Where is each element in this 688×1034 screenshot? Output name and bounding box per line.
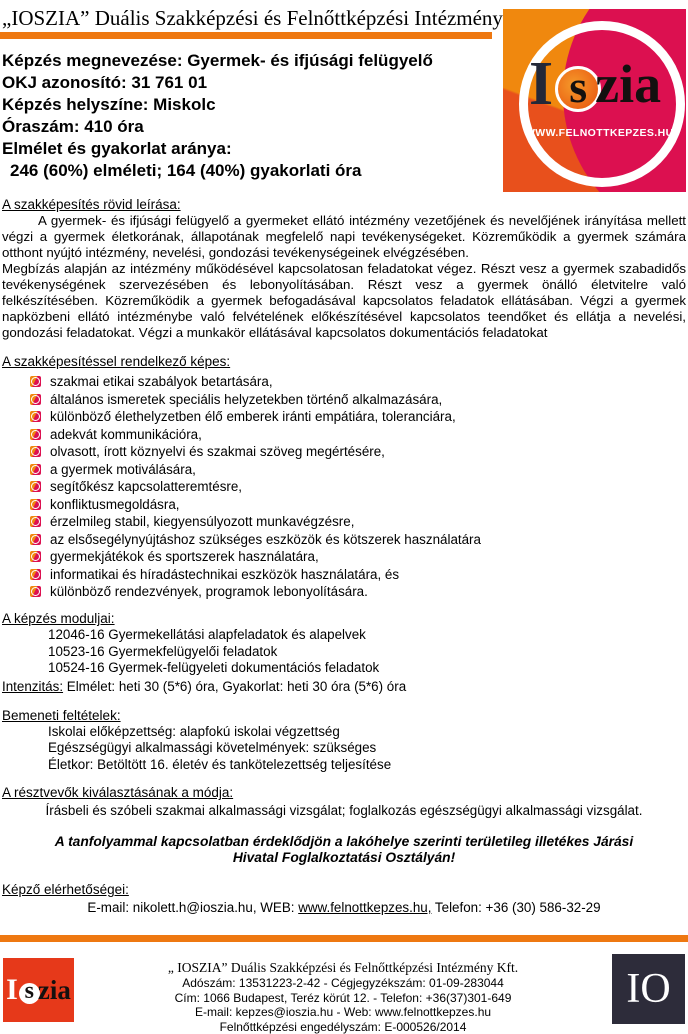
org-title: „IOSZIA” Duális Szakképzési és Felnőttképzési Intézmény: [2, 6, 688, 30]
logo-bullet-icon: [30, 411, 41, 422]
intensity-line: [2, 679, 686, 695]
footer-io-logo: IO: [612, 954, 685, 1024]
logo-bullet-icon: [30, 376, 41, 387]
logo-bullet-icon: [30, 551, 41, 562]
footer-company-name: „ IOSZIA” Duális Szakképzési és Felnőttképzési Intézmény Kft.: [74, 960, 612, 976]
logo-bullet-icon: [30, 516, 41, 527]
contact-web-link[interactable]: www.felnottkepzes.hu,: [298, 900, 431, 915]
list-item: gyermekjátékok és sportszerek használatára,: [30, 549, 686, 564]
logo-bullet-icon: [30, 569, 41, 580]
description-heading: A szakképesítés rövid leírása:: [2, 197, 686, 213]
logo-bullet-icon: [30, 534, 41, 545]
entry-item: Egészségügyi alkalmassági követelmények: szükséges: [2, 740, 686, 757]
okj-id-line: OKJ azonosító: 31 761 01: [2, 72, 502, 94]
list-item: segítőkész kapcsolatteremtésre,: [30, 479, 686, 494]
list-item: konfliktusmegoldásra,: [30, 497, 686, 512]
footer-logo-o-dot-icon: [19, 983, 40, 1004]
logo-bullet-icon: [30, 446, 41, 457]
modules-list: [2, 627, 686, 677]
list-item: érzelmileg stabil, kiegyensúlyozott munkavégzésre,: [30, 514, 686, 529]
document-page: [0, 6, 688, 1030]
logo-bullet-icon: [30, 429, 41, 440]
ratio-value-line: 246 (60%) elméleti; 164 (40%) gyakorlati óra: [2, 160, 502, 182]
modules-heading: A képzés moduljai:: [2, 611, 686, 627]
footer-logo-letters-zia: zia: [38, 975, 71, 1006]
logo-letters-zia: zia: [595, 54, 661, 114]
selection-text: Írásbeli és szóbeli szakmai alkalmassági vizsgálat; foglalkozás egészségügyi alkalmassági vizsgálat.: [2, 803, 686, 819]
description-paragraph-1: A gyermek- és ifjúsági felügyelő a gyermeket ellátó intézmény vezetőjének és nevelőjének irányítása mellett végzi a gyermek életkorának, állapotának megfelelő napi tevékenységeket. Közreműködik a gyermek számára otthont nyújtó intézmény, nevelési, gondozási tevékenységeinek elvégzésében.: [2, 213, 686, 261]
intensity-text: Elmélet: heti 30 (5*6) óra, Gyakorlat: heti 30 óra (5*6) óra: [63, 679, 406, 694]
hours-line: Óraszám: 410 óra: [2, 116, 502, 138]
entry-list: [2, 724, 686, 774]
footer-tax-line: Adószám: 13531223-2-42 - Cégjegyzékszám: 01-09-283044: [74, 976, 612, 991]
notice-text: A tanfolyammal kapcsolatban érdeklődjön a lakóhelye szerinti területileg illetékes Járási Hivatal Foglalkoztatási Osztályán!: [2, 834, 686, 866]
capabilities-heading: A szakképesítéssel rendelkező képes:: [2, 354, 686, 370]
intensity-label: Intenzitás:: [2, 679, 63, 694]
list-item: olvasott, írott köznyelvi és szakmai szöveg megértésére,: [30, 444, 686, 459]
contact-phone-text: Telefon: +36 (30) 586-32-29: [431, 900, 600, 915]
logo-website-url: WWW.FELNOTTKEPZES.HU: [525, 127, 675, 139]
contact-email-text: E-mail: nikolett.h@ioszia.hu, WEB:: [87, 900, 298, 915]
list-item: az elsősegélynyújtáshoz szükséges eszközök és kötszerek használatára: [30, 532, 686, 547]
footer-address-line: Cím: 1066 Budapest, Teréz körút 12. - Telefon: +36(37)301-649: [74, 991, 612, 1006]
list-item: különböző élethelyzetben élő emberek iránti empátiára, toleranciára,: [30, 409, 686, 424]
footer-contact-line: E-mail: kepzes@ioszia.hu - Web: www.felnottkepzes.hu: [74, 1005, 612, 1020]
selection-heading: A résztvevők kiválasztásának a módja:: [2, 785, 686, 801]
module-item: 12046-16 Gyermekellátási alapfeladatok és alapelvek: [2, 627, 686, 644]
description-paragraph-2: Megbízás alapján az intézmény működésével kapcsolatosan feladatokat végez. Részt vesz a gyermek szabadidős tevékenységének szervezésében és lebonyolításában. Részt vesz a gyermek önálló életvitelre való felkészítésében. Közreműködik a gyermek befogadásával kapcsolatos feladatok ellátásában. Végzi a gyermek napközbeni ellátó intézménybe való felvételének előkészítésével kapcsolatos teendőket és ellátja a nevelési, gondozási feladatokat. Végzi a munkakör ellátásával kapcsolatos dokumentációs feladatokat: [2, 261, 686, 341]
footer-logo-letter-i: I: [6, 973, 18, 1007]
entry-item: Életkor: Betöltött 16. életév és tankötelezettség teljesítése: [2, 757, 686, 774]
main-content: [0, 197, 688, 916]
logo-bullet-icon: [30, 586, 41, 597]
logo-wordmark: [529, 53, 661, 115]
ratio-label-line: Elmélet és gyakorlat aránya:: [2, 138, 502, 160]
footer-divider: [0, 935, 688, 942]
course-name-line: Képzés megnevezése: Gyermek- és ifjúsági felügyelő: [2, 50, 502, 72]
course-summary: [2, 50, 502, 182]
module-item: 10523-16 Gyermekfelügyelői feladatok: [2, 644, 686, 661]
footer: [0, 950, 688, 1034]
entry-heading: Bemeneti feltételek:: [2, 708, 686, 724]
logo-bullet-icon: [30, 394, 41, 405]
list-item: adekvát kommunikációra,: [30, 427, 686, 442]
contact-heading: Képző elérhetőségei:: [2, 882, 686, 898]
footer-license-line: Felnőttképzési engedélyszám: E-000526/2014: [74, 1020, 612, 1034]
footer-text: [74, 950, 612, 1034]
logo-bullet-icon: [30, 499, 41, 510]
module-item: 10524-16 Gyermek-felügyeleti dokumentációs feladatok: [2, 660, 686, 677]
list-item: különböző rendezvények, programok lebonyolítására.: [30, 584, 686, 599]
list-item: szakmai etikai szabályok betartására,: [30, 374, 686, 389]
ioszia-logo: [503, 9, 686, 192]
footer-ioszia-logo: [3, 958, 74, 1022]
list-item: általános ismeretek speciális helyzetekben történő alkalmazására,: [30, 392, 686, 407]
capabilities-list: [2, 374, 686, 599]
list-item: informatikai és híradástechnikai eszközök használatára, és: [30, 567, 686, 582]
footer-logo-letter-s: s: [25, 981, 34, 1002]
contact-line: [2, 900, 686, 916]
list-item: a gyermek motiválására,: [30, 462, 686, 477]
logo-bullet-icon: [30, 464, 41, 475]
entry-item: Iskolai előképzettség: alapfokú iskolai végzettség: [2, 724, 686, 741]
location-line: Képzés helyszíne: Miskolc: [2, 94, 502, 116]
logo-letter-i: I: [529, 53, 553, 115]
logo-letter-s: s: [569, 67, 587, 107]
header-divider: [0, 32, 492, 39]
logo-bullet-icon: [30, 481, 41, 492]
